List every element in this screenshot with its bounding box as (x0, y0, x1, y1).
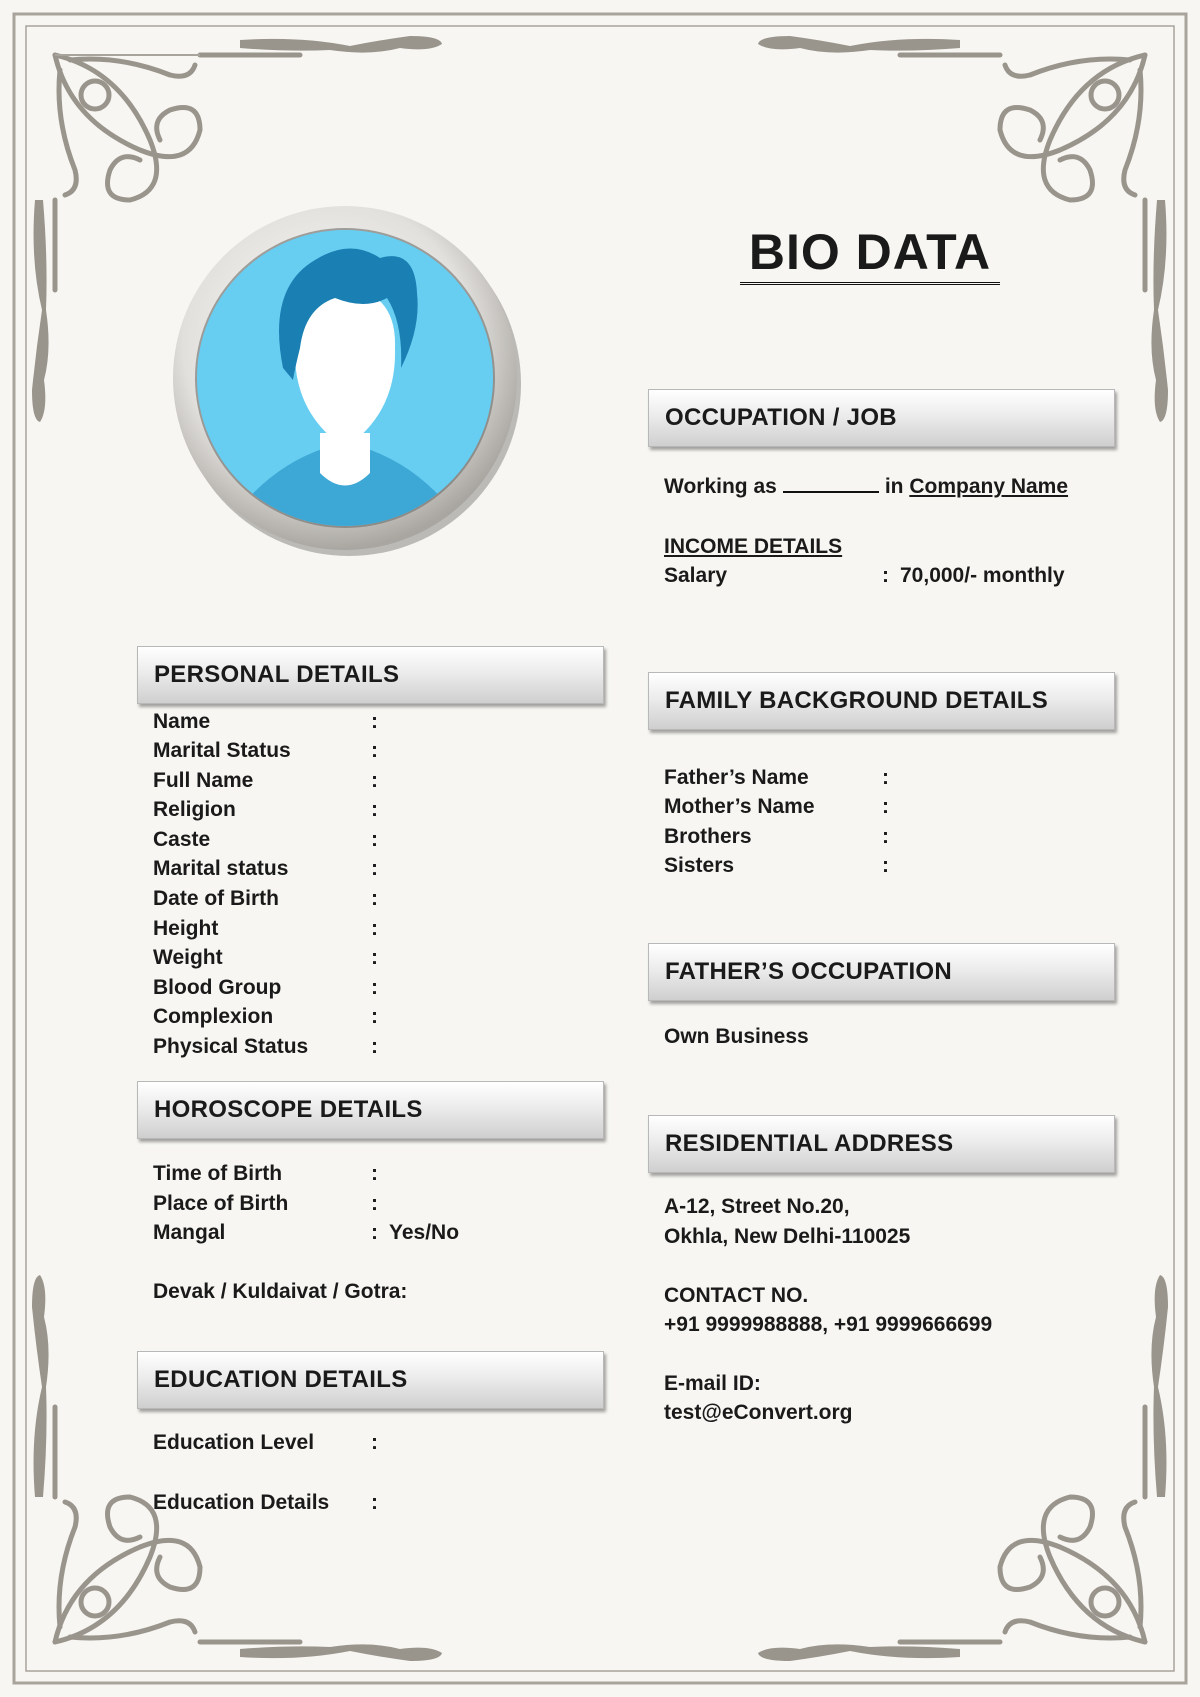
personal-field-colon: : (371, 828, 378, 851)
family-field-label: Sisters (664, 854, 735, 877)
contact-value: +91 9999988888, +91 9999666699 (664, 1313, 993, 1336)
personal-field-colon: : (371, 798, 378, 821)
personal-field-colon: : (371, 887, 378, 910)
education-heading: EDUCATION DETAILS (137, 1351, 604, 1409)
personal-field-label: Full Name (153, 769, 254, 792)
address-line-1: A-12, Street No.20, (664, 1195, 850, 1218)
gotra-label: Devak / Kuldaivat / Gotra: (153, 1280, 408, 1303)
horoscope-field-colon: : (371, 1192, 378, 1215)
email-label: E-mail ID: (664, 1372, 761, 1395)
horoscope-field-label: Time of Birth (153, 1162, 283, 1185)
personal-field-colon: : (371, 739, 378, 762)
in-label: in (884, 475, 904, 498)
fathers-occupation-value: Own Business (664, 1025, 809, 1048)
personal-field-label: Blood Group (153, 976, 282, 999)
personal-field-label: Complexion (153, 1005, 274, 1028)
education-field-colon: : (371, 1491, 378, 1514)
working-as-line (664, 472, 1068, 501)
family-field-colon: : (882, 795, 889, 818)
personal-field-colon: : (371, 917, 378, 940)
education-field-colon: : (371, 1431, 378, 1454)
email-value[interactable]: test@eConvert.org (664, 1401, 853, 1424)
horoscope-heading: HOROSCOPE DETAILS (137, 1081, 604, 1139)
working-as-label: Working as (664, 475, 777, 498)
address-heading: RESIDENTIAL ADDRESS (648, 1115, 1115, 1173)
horoscope-field-value: Yes/No (389, 1221, 460, 1244)
family-field-colon: : (882, 825, 889, 848)
salary-colon: : (882, 564, 889, 587)
education-field-label: Education Level (153, 1431, 315, 1454)
personal-field-colon: : (371, 769, 378, 792)
contact-label: CONTACT NO. (664, 1284, 809, 1307)
corner-ornament-bottom-right (900, 1407, 1145, 1642)
personal-field-colon: : (371, 976, 378, 999)
family-field-label: Father’s Name (664, 766, 809, 789)
salary-label: Salary (664, 564, 728, 587)
personal-field-label: Marital status (153, 857, 289, 880)
horoscope-field-colon: : (371, 1162, 378, 1185)
page-title: BIO DATA (740, 222, 1000, 285)
horoscope-field-label: Place of Birth (153, 1192, 289, 1215)
personal-heading: PERSONAL DETAILS (137, 646, 604, 704)
personal-field-label: Physical Status (153, 1035, 309, 1058)
family-field-colon: : (882, 854, 889, 877)
personal-field-colon: : (371, 710, 378, 733)
occupation-heading: OCCUPATION / JOB (648, 389, 1115, 447)
person-avatar-icon (165, 198, 525, 558)
family-field-label: Mother’s Name (664, 795, 815, 818)
salary-value: 70,000/- monthly (900, 564, 1065, 587)
personal-field-label: Religion (153, 798, 236, 821)
personal-field-colon: : (371, 946, 378, 969)
personal-field-colon: : (371, 1005, 378, 1028)
education-field-label: Education Details (153, 1491, 330, 1514)
personal-field-label: Caste (153, 828, 211, 851)
personal-field-label: Marital Status (153, 739, 291, 762)
address-line-2: Okhla, New Delhi-110025 (664, 1225, 911, 1248)
horoscope-field-colon: : (371, 1221, 378, 1244)
personal-field-colon: : (371, 1035, 378, 1058)
family-field-label: Brothers (664, 825, 752, 848)
personal-field-label: Date of Birth (153, 887, 279, 910)
personal-field-label: Weight (153, 946, 223, 969)
fathers-occupation-heading: FATHER’S OCCUPATION (648, 943, 1115, 1001)
working-as-blank (783, 473, 879, 493)
personal-field-colon: : (371, 857, 378, 880)
family-field-colon: : (882, 766, 889, 789)
personal-field-label: Height (153, 917, 219, 940)
company-name: Company Name (909, 475, 1069, 498)
personal-field-label: Name (153, 710, 211, 733)
family-heading: FAMILY BACKGROUND DETAILS (648, 672, 1115, 730)
income-heading: INCOME DETAILS (664, 535, 843, 558)
horoscope-field-label: Mangal (153, 1221, 226, 1244)
